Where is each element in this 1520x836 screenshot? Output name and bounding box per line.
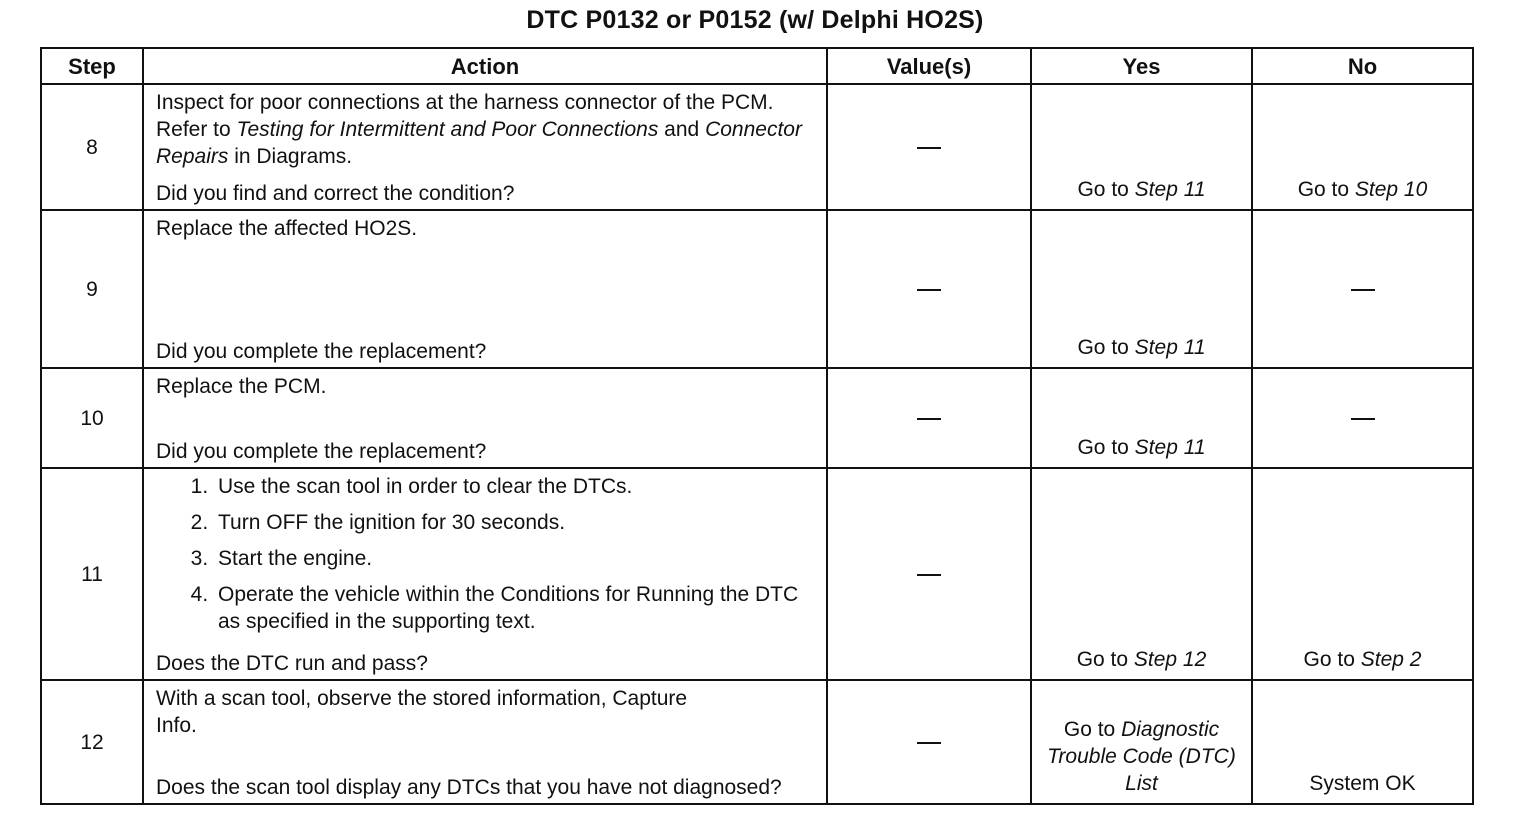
header-yes: Yes bbox=[1031, 48, 1252, 84]
action-cell bbox=[143, 84, 827, 210]
action-cell bbox=[143, 680, 827, 804]
action-question: Did you complete the replacement? bbox=[156, 440, 487, 463]
table-row-step-10 bbox=[41, 368, 1473, 468]
dash-glyph bbox=[917, 574, 941, 576]
list-item: 2. Turn OFF the ignition for 30 seconds. bbox=[214, 509, 816, 536]
value-cell bbox=[827, 210, 1031, 368]
dash-glyph bbox=[917, 742, 941, 744]
action-question: Did you complete the replacement? bbox=[156, 340, 487, 363]
header-row bbox=[41, 48, 1473, 84]
step-number: 12 bbox=[41, 680, 143, 804]
table-row-step-12 bbox=[41, 680, 1473, 804]
value-cell bbox=[827, 368, 1031, 468]
reference-link[interactable]: Testing for Intermittent and Poor Connections bbox=[236, 118, 659, 141]
no-cell[interactable]: Go to Step 10 bbox=[1252, 84, 1473, 210]
goto-step-link[interactable]: Step 11 bbox=[1134, 336, 1206, 359]
yes-cell[interactable]: Go to Diagnostic Trouble Code (DTC) List bbox=[1031, 680, 1252, 804]
goto-dtc-list-link[interactable]: Diagnostic Trouble Code (DTC) List bbox=[1047, 718, 1236, 795]
step-number: 8 bbox=[41, 84, 143, 210]
action-instruction: Inspect for poor connections at the harness connector of the PCM. Refer to Testing for Intermittent and Poor Connections and Connector Repairs in Diagrams. bbox=[156, 91, 802, 168]
goto-step-link[interactable]: Step 10 bbox=[1354, 178, 1428, 201]
action-question: Does the scan tool display any DTCs that you have not diagnosed? bbox=[156, 776, 782, 799]
table-row-step-9 bbox=[41, 210, 1473, 368]
header-step: Step bbox=[41, 48, 143, 84]
action-cell bbox=[143, 468, 827, 680]
goto-step-link[interactable]: Step 2 bbox=[1360, 648, 1422, 671]
dash-glyph bbox=[1351, 418, 1375, 420]
goto-step-link[interactable]: Step 11 bbox=[1134, 436, 1206, 459]
dash-glyph bbox=[917, 418, 941, 420]
goto-step-link[interactable]: Step 11 bbox=[1134, 178, 1206, 201]
dash-glyph bbox=[917, 289, 941, 291]
yes-cell[interactable]: Go to Step 12 bbox=[1031, 468, 1252, 680]
action-question: Does the DTC run and pass? bbox=[156, 652, 428, 675]
action-instruction: Replace the PCM. bbox=[156, 375, 327, 398]
header-values: Value(s) bbox=[827, 48, 1031, 84]
yes-cell[interactable]: Go to Step 11 bbox=[1031, 368, 1252, 468]
procedure-list bbox=[156, 473, 816, 637]
list-item: 1. Use the scan tool in order to clear the DTCs. bbox=[214, 473, 816, 500]
value-cell bbox=[827, 84, 1031, 210]
action-cell bbox=[143, 368, 827, 468]
diagnostic-table bbox=[40, 47, 1474, 805]
value-cell bbox=[827, 680, 1031, 804]
no-cell bbox=[1252, 210, 1473, 368]
step-number: 11 bbox=[41, 468, 143, 680]
dash-glyph bbox=[1351, 289, 1375, 291]
goto-step-link[interactable]: Step 12 bbox=[1133, 648, 1207, 671]
table-row-step-11 bbox=[41, 468, 1473, 680]
list-item: 3. Start the engine. bbox=[214, 545, 816, 572]
header-no: No bbox=[1252, 48, 1473, 84]
step-number: 10 bbox=[41, 368, 143, 468]
reference-link[interactable]: Connector Repairs bbox=[156, 118, 802, 168]
yes-cell[interactable]: Go to Step 11 bbox=[1031, 210, 1252, 368]
action-cell bbox=[143, 210, 827, 368]
dash-glyph bbox=[917, 147, 941, 149]
step-number: 9 bbox=[41, 210, 143, 368]
list-item: 4. Operate the vehicle within the Conditions for Running the DTC as specified in the supporting text. bbox=[214, 581, 816, 635]
value-cell bbox=[827, 468, 1031, 680]
action-question: Did you find and correct the condition? bbox=[156, 182, 515, 205]
page-title: DTC P0132 or P0152 (w/ Delphi HO2S) bbox=[526, 6, 984, 34]
header-action: Action bbox=[143, 48, 827, 84]
table-row-step-8 bbox=[41, 84, 1473, 210]
action-instruction: With a scan tool, observe the stored information, Capture Info. bbox=[156, 687, 688, 737]
yes-cell[interactable]: Go to Step 11 bbox=[1031, 84, 1252, 210]
no-cell[interactable]: Go to Step 2 bbox=[1252, 468, 1473, 680]
action-instruction: Replace the affected HO2S. bbox=[156, 217, 418, 240]
no-cell bbox=[1252, 368, 1473, 468]
no-cell: System OK bbox=[1252, 680, 1473, 804]
